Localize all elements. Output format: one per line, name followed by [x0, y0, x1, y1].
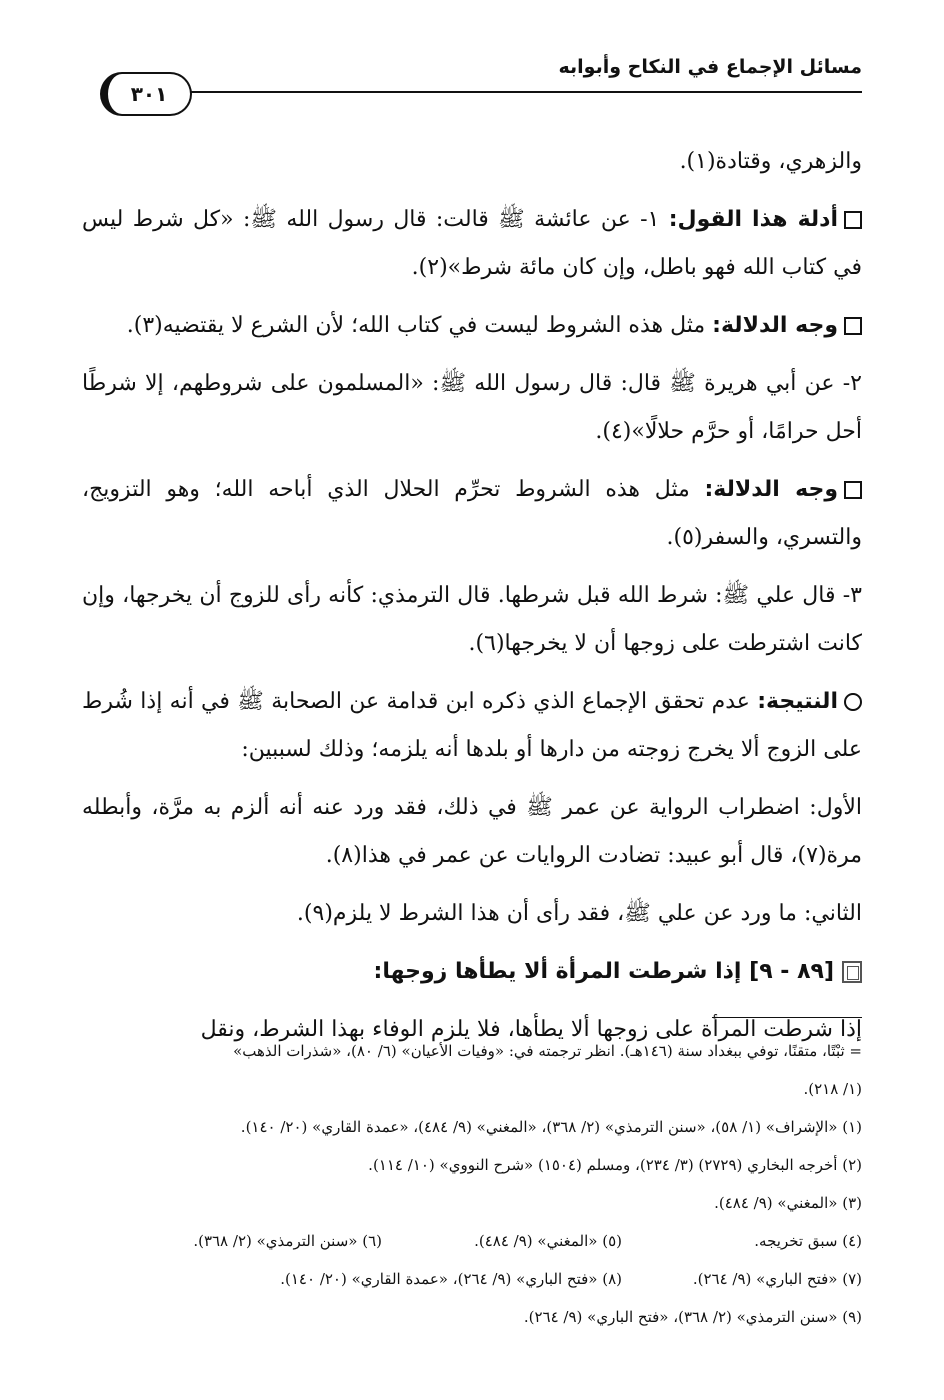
inference-text: مثل هذه الشروط تحرِّم الحلال الذي أباحه الله؛ وهو التزويج، والتسري، والسفر(٥). — [82, 477, 862, 550]
square-bullet-icon — [844, 481, 862, 499]
inference-text: مثل هذه الشروط ليست في كتاب الله؛ لأن الشرع لا يقتضيه(٣). — [126, 313, 713, 338]
paragraph-inference-2 — [82, 466, 862, 562]
section-heading-text: [٨٩ - ٩] إذا شرطت المرأة ألا يطأها زوجها: — [373, 959, 834, 984]
main-text — [82, 138, 862, 1064]
conclusion-text: عدم تحقق الإجماع الذي ذكره ابن قدامة عن الصحابة ﷺ في أنه إذا شُرط على الزوج ألا يخرج زوجته من دارها أو بلدها أنه يلزمه؛ وذلك لسببين: — [82, 689, 862, 762]
document-icon — [842, 961, 862, 983]
footnote-row-4-6 — [82, 1222, 862, 1260]
inference-label: وجه الدلالة: — [712, 313, 838, 338]
footnote-row-7-8 — [82, 1260, 862, 1298]
paragraph-reason-2: الثاني: ما ورد عن علي ﷺ، فقد رأى أن هذا الشرط لا يلزم(٩). — [296, 901, 862, 926]
footnote-continuation-2: (١/ ٢١٨). — [803, 1080, 862, 1098]
footnote-divider — [712, 1017, 862, 1018]
footnote-4: (٤) سبق تخريجه. — [754, 1232, 862, 1250]
paragraph-new-section: إذا شرطت المرأة على زوجها ألا يطأها، فلا يلزم الوفاء بهذا الشرط، ونقل — [200, 1017, 862, 1042]
conclusion-label: النتيجة: — [757, 689, 838, 714]
footnotes — [82, 1032, 862, 1336]
evidence-text: ١- عن عائشة ﷺ قالت: قال رسول الله ﷺ: «كل شرط ليس في كتاب الله فهو باطل، وإن كان مائة شرط»(٢). — [82, 207, 862, 280]
footnote-9: (٩) «سنن الترمذي» (٢/ ٣٦٨)، «فتح الباري» (٩/ ٢٦٤). — [523, 1308, 862, 1326]
paragraph-conclusion — [82, 678, 862, 774]
inference-label: وجه الدلالة: — [704, 477, 838, 502]
section-heading — [82, 948, 862, 996]
paragraph-hadith-2: ٢- عن أبي هريرة ﷺ قال: قال رسول الله ﷺ: «المسلمون على شروطهم، إلا شرطًا أحل حرامًا، أو حرَّم حلالًا»(٤). — [82, 371, 862, 444]
paragraph-evidence — [82, 196, 862, 292]
footnote-3: (٣) «المغني» (٩/ ٤٨٤). — [714, 1194, 862, 1212]
square-bullet-icon — [844, 211, 862, 229]
square-bullet-icon — [844, 317, 862, 335]
paragraph-reason-1: الأول: اضطراب الرواية عن عمر ﷺ في ذلك، فقد ورد عنه أنه ألزم به مرَّة، وأبطله مرة(٧)، قال أبو عبيد: تضادت الروايات عن عمر في هذا(٨). — [82, 795, 862, 868]
footnote-5: (٥) «المغني» (٩/ ٤٨٤). — [474, 1232, 622, 1250]
footnote-7: (٧) «فتح الباري» (٩/ ٢٦٤). — [692, 1270, 862, 1288]
circle-bullet-icon — [844, 693, 862, 711]
evidence-label: أدلة هذا القول: — [668, 207, 838, 232]
footnote-1: (١) «الإشراف» (١/ ٥٨)، «سنن الترمذي» (٢/ ٣٦٨)، «المغني» (٩/ ٤٨٤)، «عمدة القاري» (٢٠/ ١٤٠). — [240, 1118, 862, 1136]
header-rule — [190, 91, 862, 93]
running-header-title: مسائل الإجماع في النكاح وأبوابه — [558, 56, 862, 78]
footnote-8: (٨) «فتح الباري» (٩/ ٢٦٤)، «عمدة القاري» (٢٠/ ١٤٠). — [280, 1270, 622, 1288]
page-number: ٣٠١ — [100, 72, 192, 116]
footnote-continuation: = ثبْتًا، متقنًا، توفي ببغداد سنة (١٤٦هـ). انظر ترجمته في: «وفيات الأعيان» (٦/ ٨٠)، «شذرات الذهب» — [233, 1042, 862, 1060]
paragraph-hadith-3: ٣- قال علي ﷺ: شرط الله قبل شرطها. قال الترمذي: كأنه رأى للزوج أن يخرجها، وإن كانت اشترطت على زوجها أن لا يخرجها(٦). — [82, 583, 862, 656]
footnote-6: (٦) «سنن الترمذي» (٢/ ٣٦٨). — [193, 1232, 382, 1250]
footnote-2: (٢) أخرجه البخاري (٢٧٢٩) (٣/ ٢٣٤)، ومسلم (١٥٠٤) «شرح النووي» (١٠/ ١١٤). — [368, 1156, 862, 1174]
paragraph-continuation: والزهري، وقتادة(١). — [679, 149, 862, 174]
paragraph-inference-1 — [82, 302, 862, 350]
